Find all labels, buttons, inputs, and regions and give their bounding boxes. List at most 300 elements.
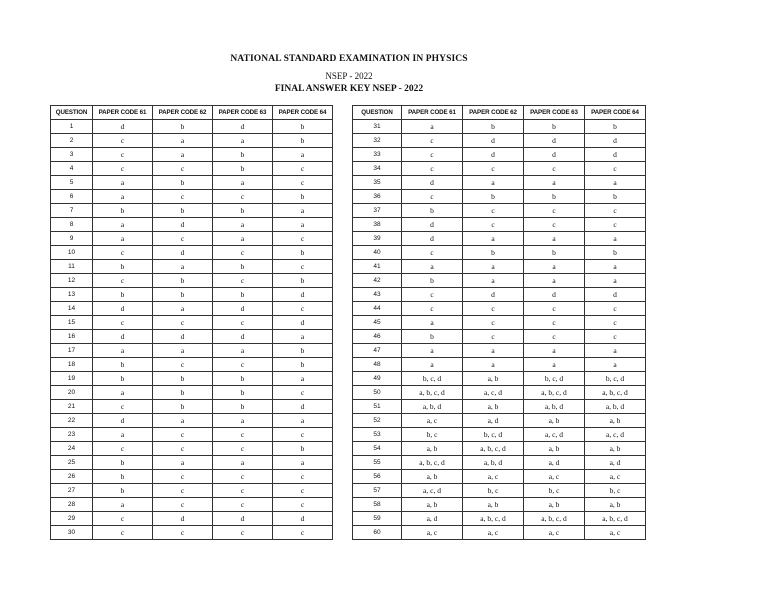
paper-code-64-cell: c <box>585 302 646 316</box>
paper-code-64-cell: d <box>585 288 646 302</box>
paper-code-61-cell: b <box>93 288 153 302</box>
paper-code-62-cell: c <box>463 218 524 232</box>
paper-code-62-cell: a <box>153 134 213 148</box>
exam-subtitle: NSEP - 2022 <box>325 71 373 81</box>
paper-code-61-cell: d <box>93 302 153 316</box>
paper-code-63-cell: a <box>213 456 273 470</box>
paper-code-63-cell: b <box>213 400 273 414</box>
table-row <box>51 176 333 190</box>
paper-code-62-cell: b <box>153 386 213 400</box>
question-number-cell: 43 <box>353 288 402 302</box>
paper-code-61-cell: a, c <box>402 414 463 428</box>
paper-code-64-cell: b <box>273 190 333 204</box>
table-row <box>353 400 646 414</box>
paper-code-63-cell: a <box>213 134 273 148</box>
paper-code-62-cell: c <box>463 316 524 330</box>
paper-code-61-cell: a, b, d <box>402 400 463 414</box>
paper-code-64-cell: c <box>273 470 333 484</box>
question-number-cell: 36 <box>353 190 402 204</box>
paper-code-61-cell: c <box>402 246 463 260</box>
paper-code-63-cell: b <box>213 288 273 302</box>
paper-code-64-cell: a <box>273 456 333 470</box>
table-row <box>353 512 646 526</box>
paper-code-62-cell: b <box>153 400 213 414</box>
question-number-cell: 11 <box>51 260 93 274</box>
paper-code-61-cell: b <box>402 274 463 288</box>
paper-code-61-cell: a, b, c, d <box>402 386 463 400</box>
table-row <box>51 372 333 386</box>
table-row <box>353 148 646 162</box>
document-title: NATIONAL STANDARD EXAMINATION IN PHYSICS <box>230 54 468 64</box>
paper-code-61-cell: b, c, d <box>402 372 463 386</box>
paper-code-61-cell: b <box>93 470 153 484</box>
question-number-cell: 46 <box>353 330 402 344</box>
table-header-row <box>353 106 646 120</box>
table-row <box>51 344 333 358</box>
table-row <box>51 204 333 218</box>
paper-code-64-cell: a, b, d <box>585 400 646 414</box>
paper-code-64-cell: b <box>585 190 646 204</box>
table-row <box>353 246 646 260</box>
paper-code-62-header: PAPER CODE 62 <box>463 106 524 120</box>
paper-code-63-cell: c <box>213 484 273 498</box>
paper-code-64-cell: a, c <box>585 470 646 484</box>
paper-code-62-cell: a, c <box>463 526 524 540</box>
question-number-cell: 29 <box>51 512 93 526</box>
question-number-cell: 53 <box>353 428 402 442</box>
table-row <box>51 512 333 526</box>
paper-code-63-cell: c <box>213 358 273 372</box>
paper-code-61-cell: c <box>402 134 463 148</box>
paper-code-62-cell: c <box>153 316 213 330</box>
paper-code-62-cell: b, c, d <box>463 428 524 442</box>
paper-code-64-cell: a <box>273 218 333 232</box>
paper-code-63-cell: a, d <box>524 456 585 470</box>
paper-code-61-cell: d <box>402 176 463 190</box>
paper-code-64-cell: b <box>273 120 333 134</box>
paper-code-64-cell: c <box>273 498 333 512</box>
paper-code-63-cell: b <box>213 162 273 176</box>
table-row <box>51 456 333 470</box>
question-number-cell: 6 <box>51 190 93 204</box>
paper-code-63-cell: b <box>213 260 273 274</box>
paper-code-64-cell: a <box>585 260 646 274</box>
question-number-cell: 45 <box>353 316 402 330</box>
paper-code-64-cell: a, d <box>585 456 646 470</box>
paper-code-61-cell: a <box>93 176 153 190</box>
paper-code-63-cell: a, b, d <box>524 400 585 414</box>
paper-code-61-cell: a <box>93 344 153 358</box>
question-number-cell: 24 <box>51 442 93 456</box>
table-row <box>51 246 333 260</box>
paper-code-61-cell: b <box>93 358 153 372</box>
paper-code-63-cell: a <box>213 232 273 246</box>
question-number-cell: 35 <box>353 176 402 190</box>
table-row <box>51 232 333 246</box>
paper-code-62-header: PAPER CODE 62 <box>153 106 213 120</box>
table-row <box>353 344 646 358</box>
paper-code-63-cell: c <box>213 470 273 484</box>
question-number-cell: 33 <box>353 148 402 162</box>
paper-code-61-cell: a <box>402 120 463 134</box>
paper-code-63-cell: c <box>213 190 273 204</box>
paper-code-62-cell: c <box>153 498 213 512</box>
paper-code-64-cell: b <box>585 246 646 260</box>
table-row <box>51 218 333 232</box>
paper-code-64-cell: a, c, d <box>585 428 646 442</box>
table-row <box>353 442 646 456</box>
table-row <box>353 456 646 470</box>
paper-code-62-cell: a <box>463 176 524 190</box>
table-row <box>353 190 646 204</box>
paper-code-64-cell: b <box>273 442 333 456</box>
table-row <box>353 498 646 512</box>
paper-code-64-cell: a, b <box>585 498 646 512</box>
table-row <box>51 330 333 344</box>
paper-code-62-cell: a <box>153 414 213 428</box>
paper-code-64-cell: c <box>585 218 646 232</box>
answer-key-heading: FINAL ANSWER KEY NSEP - 2022 <box>274 84 424 94</box>
paper-code-64-cell: d <box>273 316 333 330</box>
paper-code-62-cell: d <box>153 246 213 260</box>
paper-code-64-cell: d <box>585 134 646 148</box>
paper-code-64-cell: c <box>273 526 333 540</box>
paper-code-62-cell: a, d <box>463 414 524 428</box>
paper-code-61-cell: a, d <box>402 512 463 526</box>
paper-code-61-cell: a <box>402 260 463 274</box>
table-row <box>51 386 333 400</box>
paper-code-61-cell: b <box>93 456 153 470</box>
question-number-cell: 48 <box>353 358 402 372</box>
paper-code-64-cell: d <box>273 512 333 526</box>
paper-code-63-cell: d <box>524 288 585 302</box>
paper-code-61-cell: b <box>402 330 463 344</box>
paper-code-61-cell: c <box>93 400 153 414</box>
paper-code-61-cell: b <box>402 204 463 218</box>
paper-code-63-cell: d <box>213 120 273 134</box>
paper-code-64-cell: a, c <box>585 526 646 540</box>
table-row <box>51 470 333 484</box>
paper-code-63-cell: a <box>524 344 585 358</box>
paper-code-64-cell: a <box>273 330 333 344</box>
paper-code-64-header: PAPER CODE 64 <box>273 106 333 120</box>
table-row <box>353 120 646 134</box>
question-number-cell: 47 <box>353 344 402 358</box>
question-number-cell: 2 <box>51 134 93 148</box>
table-row <box>51 428 333 442</box>
paper-code-62-cell: b <box>153 288 213 302</box>
paper-code-62-cell: a, c <box>463 470 524 484</box>
table-row <box>353 288 646 302</box>
paper-code-62-cell: a <box>153 456 213 470</box>
question-number-cell: 55 <box>353 456 402 470</box>
paper-code-62-cell: c <box>153 484 213 498</box>
table-row <box>353 372 646 386</box>
paper-code-61-cell: c <box>93 162 153 176</box>
paper-code-61-cell: c <box>402 190 463 204</box>
question-number-cell: 8 <box>51 218 93 232</box>
paper-code-61-cell: c <box>93 148 153 162</box>
question-number-cell: 30 <box>51 526 93 540</box>
question-number-cell: 15 <box>51 316 93 330</box>
paper-code-64-cell: b <box>273 246 333 260</box>
paper-code-61-cell: c <box>402 148 463 162</box>
paper-code-62-cell: c <box>153 526 213 540</box>
table-row <box>51 498 333 512</box>
paper-code-61-header: PAPER CODE 61 <box>93 106 153 120</box>
table-row <box>51 442 333 456</box>
question-number-cell: 59 <box>353 512 402 526</box>
question-number-cell: 13 <box>51 288 93 302</box>
question-number-cell: 14 <box>51 302 93 316</box>
paper-code-62-cell: c <box>153 358 213 372</box>
table-row <box>353 470 646 484</box>
table-row <box>51 302 333 316</box>
question-number-cell: 42 <box>353 274 402 288</box>
question-header: QUESTION <box>353 106 402 120</box>
paper-code-61-cell: a <box>402 344 463 358</box>
paper-code-63-cell: a, b, c, d <box>524 512 585 526</box>
table-row <box>353 526 646 540</box>
paper-code-63-cell: a <box>524 232 585 246</box>
question-number-cell: 1 <box>51 120 93 134</box>
table-row <box>353 274 646 288</box>
paper-code-63-cell: b <box>524 246 585 260</box>
table-header-row <box>51 106 333 120</box>
paper-code-63-cell: c <box>213 442 273 456</box>
paper-code-61-cell: a <box>93 218 153 232</box>
paper-code-62-cell: a <box>463 274 524 288</box>
paper-code-61-cell: c <box>402 302 463 316</box>
paper-code-62-cell: b <box>153 120 213 134</box>
paper-code-63-cell: c <box>213 428 273 442</box>
paper-code-64-cell: d <box>585 148 646 162</box>
question-number-cell: 17 <box>51 344 93 358</box>
table-row <box>51 134 333 148</box>
paper-code-63-cell: c <box>524 218 585 232</box>
paper-code-62-cell: b <box>153 372 213 386</box>
paper-code-62-cell: a, b <box>463 372 524 386</box>
paper-code-63-cell: a <box>524 176 585 190</box>
paper-code-63-cell: a, b <box>524 498 585 512</box>
paper-code-62-cell: d <box>463 288 524 302</box>
paper-code-61-cell: a <box>402 358 463 372</box>
table-row <box>353 428 646 442</box>
question-number-cell: 58 <box>353 498 402 512</box>
paper-code-64-cell: a <box>585 232 646 246</box>
paper-code-61-cell: a <box>402 316 463 330</box>
table-row <box>51 484 333 498</box>
paper-code-62-cell: a <box>153 260 213 274</box>
paper-code-64-cell: a <box>273 204 333 218</box>
paper-code-63-cell: a, b <box>524 442 585 456</box>
paper-code-63-cell: c <box>524 162 585 176</box>
paper-code-62-cell: b <box>463 190 524 204</box>
paper-code-62-cell: b <box>153 204 213 218</box>
paper-code-62-cell: a <box>153 302 213 316</box>
paper-code-64-cell: a, b, c, d <box>585 386 646 400</box>
paper-code-61-cell: b <box>93 260 153 274</box>
paper-code-62-cell: a, b, d <box>463 456 524 470</box>
table-row <box>51 288 333 302</box>
paper-code-64-cell: a, b <box>585 442 646 456</box>
paper-code-61-cell: c <box>402 162 463 176</box>
paper-code-62-cell: c <box>463 302 524 316</box>
paper-code-61-cell: c <box>93 512 153 526</box>
table-row <box>51 260 333 274</box>
paper-code-63-cell: d <box>213 512 273 526</box>
paper-code-62-cell: a, b <box>463 498 524 512</box>
paper-code-63-cell: b <box>524 120 585 134</box>
table-row <box>353 330 646 344</box>
table-row <box>51 162 333 176</box>
paper-code-62-cell: a, b, c, d <box>463 512 524 526</box>
paper-code-63-cell: a, b <box>524 414 585 428</box>
question-number-cell: 44 <box>353 302 402 316</box>
paper-code-64-cell: a <box>273 372 333 386</box>
paper-code-64-cell: c <box>273 302 333 316</box>
paper-code-63-cell: b, c <box>524 484 585 498</box>
paper-code-62-cell: c <box>153 442 213 456</box>
paper-code-64-cell: a <box>273 414 333 428</box>
paper-code-63-cell: d <box>524 148 585 162</box>
paper-code-63-cell: c <box>524 330 585 344</box>
table-row <box>353 162 646 176</box>
paper-code-61-cell: a <box>93 386 153 400</box>
paper-code-63-cell: b <box>213 148 273 162</box>
paper-code-61-cell: a, c, d <box>402 484 463 498</box>
paper-code-61-cell: d <box>402 232 463 246</box>
question-number-cell: 18 <box>51 358 93 372</box>
paper-code-64-cell: a <box>585 358 646 372</box>
paper-code-63-cell: a <box>524 274 585 288</box>
paper-code-62-cell: c <box>153 470 213 484</box>
paper-code-63-cell: c <box>213 316 273 330</box>
question-number-cell: 16 <box>51 330 93 344</box>
paper-code-61-header: PAPER CODE 61 <box>402 106 463 120</box>
question-number-cell: 20 <box>51 386 93 400</box>
paper-code-64-cell: d <box>273 400 333 414</box>
question-number-cell: 40 <box>353 246 402 260</box>
paper-code-64-cell: b <box>273 344 333 358</box>
paper-code-62-cell: b <box>463 120 524 134</box>
paper-code-62-cell: d <box>463 148 524 162</box>
paper-code-61-cell: a <box>93 190 153 204</box>
paper-code-61-cell: c <box>402 288 463 302</box>
paper-code-63-cell: a <box>213 414 273 428</box>
table-row <box>51 414 333 428</box>
paper-code-61-cell: a, c <box>402 526 463 540</box>
answer-table-right <box>352 105 646 540</box>
paper-code-64-cell: b, c <box>585 484 646 498</box>
question-number-cell: 5 <box>51 176 93 190</box>
paper-code-64-cell: b <box>273 358 333 372</box>
paper-code-63-cell: a <box>213 176 273 190</box>
paper-code-62-cell: b <box>153 274 213 288</box>
question-number-cell: 28 <box>51 498 93 512</box>
question-number-cell: 39 <box>353 232 402 246</box>
paper-code-62-cell: a, b, c, d <box>463 442 524 456</box>
table-row <box>353 232 646 246</box>
answer-table-left <box>50 105 333 540</box>
question-number-cell: 51 <box>353 400 402 414</box>
question-number-cell: 7 <box>51 204 93 218</box>
paper-code-64-cell: a <box>273 148 333 162</box>
question-number-cell: 22 <box>51 414 93 428</box>
paper-code-62-cell: c <box>153 232 213 246</box>
table-row <box>51 316 333 330</box>
table-row <box>353 134 646 148</box>
paper-code-63-cell: a, c <box>524 470 585 484</box>
paper-code-63-cell: c <box>524 204 585 218</box>
paper-code-64-cell: c <box>273 386 333 400</box>
paper-code-61-cell: d <box>93 120 153 134</box>
paper-code-64-cell: c <box>273 484 333 498</box>
paper-code-61-cell: a, b, c, d <box>402 456 463 470</box>
paper-code-64-cell: a <box>585 176 646 190</box>
paper-code-64-cell: a <box>585 344 646 358</box>
table-row <box>51 400 333 414</box>
paper-code-63-cell: a, c <box>524 526 585 540</box>
paper-code-62-cell: d <box>153 512 213 526</box>
paper-code-63-header: PAPER CODE 63 <box>213 106 273 120</box>
paper-code-61-cell: d <box>93 414 153 428</box>
paper-code-62-cell: c <box>153 190 213 204</box>
paper-code-64-cell: c <box>585 204 646 218</box>
paper-code-63-cell: d <box>213 302 273 316</box>
table-row <box>353 358 646 372</box>
paper-code-61-cell: a <box>93 498 153 512</box>
paper-code-62-cell: a, c, d <box>463 386 524 400</box>
question-number-cell: 54 <box>353 442 402 456</box>
paper-code-64-cell: a, b, c, d <box>585 512 646 526</box>
paper-code-63-cell: c <box>213 498 273 512</box>
question-number-cell: 4 <box>51 162 93 176</box>
paper-code-63-cell: c <box>524 316 585 330</box>
paper-code-64-cell: d <box>273 288 333 302</box>
question-header: QUESTION <box>51 106 93 120</box>
paper-code-64-cell: c <box>273 176 333 190</box>
paper-code-61-cell: a, b <box>402 498 463 512</box>
question-number-cell: 34 <box>353 162 402 176</box>
paper-code-64-cell: b, c, d <box>585 372 646 386</box>
paper-code-63-cell: c <box>213 274 273 288</box>
paper-code-64-cell: c <box>273 162 333 176</box>
question-number-cell: 56 <box>353 470 402 484</box>
paper-code-61-cell: b <box>93 484 153 498</box>
table-row <box>353 484 646 498</box>
paper-code-62-cell: a <box>463 344 524 358</box>
table-row <box>51 190 333 204</box>
question-number-cell: 60 <box>353 526 402 540</box>
paper-code-63-cell: a <box>213 344 273 358</box>
paper-code-61-cell: c <box>93 246 153 260</box>
paper-code-61-cell: a, b <box>402 442 463 456</box>
question-number-cell: 12 <box>51 274 93 288</box>
paper-code-63-cell: a <box>213 218 273 232</box>
paper-code-62-cell: a <box>463 260 524 274</box>
paper-code-63-cell: b, c, d <box>524 372 585 386</box>
paper-code-62-cell: d <box>153 330 213 344</box>
paper-code-64-cell: b <box>585 120 646 134</box>
question-number-cell: 52 <box>353 414 402 428</box>
paper-code-61-cell: d <box>402 218 463 232</box>
question-number-cell: 31 <box>353 120 402 134</box>
table-row <box>353 204 646 218</box>
paper-code-61-cell: c <box>93 134 153 148</box>
paper-code-64-cell: a, b <box>585 414 646 428</box>
question-number-cell: 38 <box>353 218 402 232</box>
